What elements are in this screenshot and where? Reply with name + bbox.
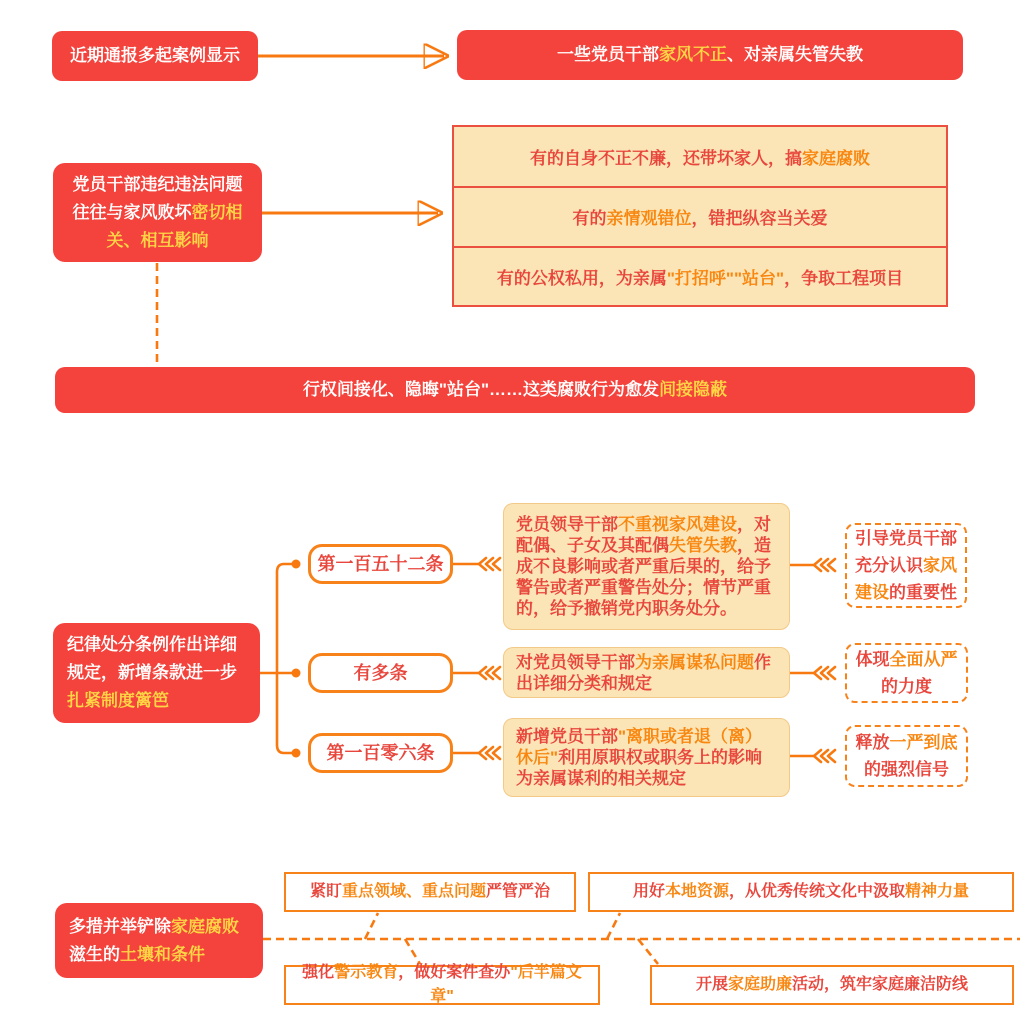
text-segment: 的力度 (881, 677, 932, 696)
article-pill-text (311, 740, 450, 767)
highlight-segment: 家风建设 (855, 556, 957, 602)
text-segment: ，争取工程项目 (784, 268, 904, 288)
text-segment: 严管严治 (486, 883, 551, 900)
text-segment: 有多条 (353, 662, 408, 683)
case-row (454, 246, 946, 305)
text-segment: 作出详细分类和规定 (516, 652, 771, 693)
flow1-result-box (457, 30, 963, 80)
measure-box-1 (284, 872, 576, 912)
highlight-segment: 家庭腐败 (171, 916, 239, 936)
case-row (454, 186, 946, 245)
highlight-segment: 失管失教 (669, 536, 737, 555)
article-pill-152 (308, 544, 453, 584)
text-segment: 对党员领导干部 (516, 652, 635, 672)
text-segment: ，对配偶、子女及其配偶 (516, 515, 771, 555)
text-segment: 第一百五十二条 (317, 553, 444, 574)
flow1-result-text (469, 42, 951, 68)
measure-text (294, 961, 590, 1009)
text-segment: 一些党员干部 (557, 45, 659, 65)
detail-text (516, 652, 777, 694)
text-segment: 紧盯 (309, 883, 342, 900)
measure-box-3 (284, 965, 600, 1005)
text-segment: ，造成不良影响或者严重后果的，给予警告或者严重警告处分；情节严重的，给予撤销党内职务处分。 (516, 536, 771, 618)
text-segment: 第一百零六条 (326, 742, 435, 763)
highlight-segment: 家庭助廉 (727, 976, 792, 993)
text-segment: 开展 (695, 976, 728, 993)
branch-dot (292, 560, 301, 569)
meaning-box-1 (845, 523, 967, 608)
flow3-source-text (67, 631, 246, 715)
highlight-segment: 全面从严 (889, 650, 958, 669)
text-segment: 活动，筑牢家庭廉洁防线 (792, 976, 969, 993)
text-segment: 行权间接化、隐晦"站台"……这类腐败行为愈发 (302, 380, 660, 400)
flow4-source-box (55, 903, 263, 978)
text-segment: ，错把纵容当关爱 (691, 209, 828, 229)
measure-text (598, 880, 1004, 904)
article-pill-text (311, 551, 450, 578)
branch-dot (292, 669, 301, 678)
detail-text (516, 726, 777, 789)
meaning-text (853, 525, 959, 606)
flow2-cases-table (452, 125, 948, 307)
highlight-segment: 警示教育 (334, 964, 399, 981)
article-pill-text (311, 660, 450, 687)
text-segment: 强化 (302, 964, 335, 981)
detail-box-106 (503, 718, 790, 797)
text-segment: 滋生的 (69, 944, 120, 964)
highlight-segment: 扎紧制度篱笆 (67, 691, 169, 710)
flow4-stub (607, 913, 620, 939)
flow2-source-text (65, 171, 250, 255)
flow3-branch-trunk (260, 564, 296, 753)
text-segment: 党员领导干部 (516, 515, 618, 534)
text-segment: 近期通报多起案例显示 (70, 46, 240, 66)
text-segment: 党员干部违纪违法问题往往与家风败坏 (72, 174, 243, 222)
highlight-segment: 为亲属谋私问题 (635, 652, 754, 672)
highlight-segment: 土壤和条件 (120, 944, 205, 964)
text-segment: 纪律处分条例作出详细规定，新增条款进一步 (67, 635, 237, 682)
flow1-source-box (52, 31, 258, 81)
highlight-segment: 精神力量 (905, 883, 970, 900)
case-text (497, 264, 903, 289)
branch-dot (292, 749, 301, 758)
highlight-segment: 不重视家风建设 (618, 515, 737, 534)
detail-text (516, 514, 777, 619)
measure-text (294, 880, 566, 904)
highlight-segment: 间接隐蔽 (659, 380, 728, 400)
highlight-segment: 密切相关、相互影响 (106, 202, 243, 250)
meaning-box-2 (845, 643, 968, 703)
flow3-source-box (53, 623, 260, 723)
case-text (573, 204, 828, 229)
text-segment: 、对亲属失管失教 (727, 45, 863, 65)
text-segment: 有的 (572, 209, 607, 229)
meaning-box-3 (845, 725, 968, 787)
text-segment: 新增党员干部 (516, 727, 618, 746)
highlight-segment: "打招呼""站台" (666, 268, 785, 288)
text-segment: ，做好案件查办 (398, 964, 511, 981)
article-pill-106 (308, 733, 453, 773)
flow2-conclusion-box (55, 367, 975, 413)
text-segment: 有的公权私用，为亲属 (496, 268, 667, 288)
highlight-segment: 家风不正 (659, 45, 727, 65)
flow4-source-text (69, 913, 249, 969)
highlight-segment: 重点领域、重点问题 (341, 883, 486, 900)
text-segment: 用好 (632, 883, 665, 900)
text-segment: ，从优秀传统文化中汲取 (729, 883, 906, 900)
measure-box-4 (650, 965, 1014, 1005)
meaning-text (853, 646, 960, 700)
case-row (454, 127, 946, 186)
flow4-stub (638, 939, 658, 964)
text-segment: 体现 (855, 650, 890, 669)
text-segment: 释放 (855, 733, 890, 752)
highlight-segment: "离职或者退（离）休后" (516, 727, 763, 767)
flow2-source-box (53, 163, 262, 262)
meaning-text (853, 729, 960, 783)
text-segment: 的重要性 (889, 583, 957, 602)
highlight-segment: 一严到底 (889, 733, 958, 752)
highlight-segment: 亲情观错位 (606, 209, 692, 229)
text-segment: 有的自身不正不廉，还带坏家人，搞 (530, 149, 802, 169)
text-segment: 的强烈信号 (864, 760, 949, 779)
detail-box-152 (503, 503, 790, 630)
detail-box-multiple (503, 647, 790, 698)
flow4-stub (365, 913, 378, 939)
text-segment: 引导党员干部充分认识 (855, 529, 957, 575)
measure-text (660, 973, 1004, 997)
highlight-segment: 本地资源 (664, 883, 729, 900)
case-text (530, 144, 870, 169)
flow2-conclusion-text (67, 377, 963, 403)
text-segment: 利用原职权或职务上的影响为亲属谋利的相关规定 (516, 748, 763, 788)
text-segment: 多措并举铲除 (69, 916, 171, 936)
flow1-source-text (64, 43, 246, 69)
article-pill-multiple (308, 653, 453, 693)
measure-box-2 (588, 872, 1014, 912)
highlight-segment: "后半篇文章" (430, 964, 582, 1005)
highlight-segment: 家庭腐败 (802, 149, 870, 169)
